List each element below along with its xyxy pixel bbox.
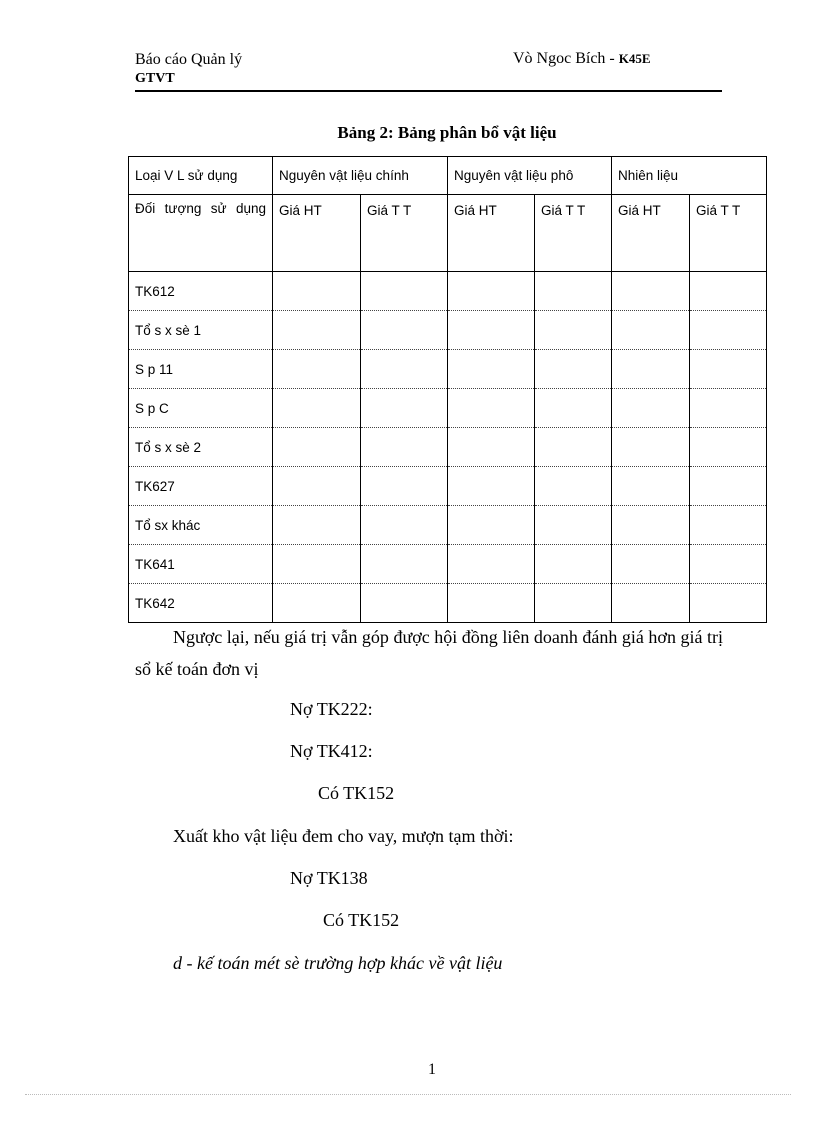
allocation-table (128, 156, 767, 623)
table-cell (535, 428, 612, 467)
row-label: Tổ s x sè 1 (129, 311, 273, 350)
table-cell (448, 311, 535, 350)
subheader-cell: Giá T T (535, 195, 612, 272)
group-header: Nguyên vật liệu phô (448, 157, 612, 195)
subheader-cell: Giá HT (612, 195, 690, 272)
table-cell (448, 389, 535, 428)
table-cell (448, 467, 535, 506)
table-cell (361, 428, 448, 467)
table-cell (448, 272, 535, 311)
corner-header-bottom-text: Đối tượng sử dụng (135, 201, 266, 216)
table-cell (690, 428, 767, 467)
table-cell (273, 584, 361, 623)
table-cell (361, 506, 448, 545)
author-name: Vò Ngoc Bích - (513, 50, 615, 67)
table-cell (273, 506, 361, 545)
subheader-cell: Giá HT (273, 195, 361, 272)
table-subheader-row (129, 195, 767, 272)
table-cell (273, 428, 361, 467)
author-class-code: K45E (618, 51, 651, 66)
table-cell (273, 545, 361, 584)
table-cell (535, 545, 612, 584)
table-cell (690, 272, 767, 311)
table-cell (361, 467, 448, 506)
table-cell (361, 311, 448, 350)
journal-entry-debit: Nợ TK412: (290, 741, 373, 761)
journal-entry-debit: Nợ TK222: (290, 699, 373, 719)
table-cell (690, 311, 767, 350)
table-row (129, 428, 767, 467)
table-row (129, 389, 767, 428)
table-cell (690, 350, 767, 389)
table-cell (273, 311, 361, 350)
table-cell (448, 506, 535, 545)
table-cell (690, 584, 767, 623)
report-title: Báo cáo Quản lý (135, 51, 243, 68)
table-cell (690, 545, 767, 584)
table-title: Bảng 2: Bảng phân bổ vật liệu (337, 123, 557, 142)
table-row (129, 311, 767, 350)
table-row (129, 272, 767, 311)
table-cell (612, 506, 690, 545)
table-cell (612, 467, 690, 506)
row-label: TK627 (129, 467, 273, 506)
table-header-row (129, 157, 767, 195)
table-cell (273, 467, 361, 506)
table-cell (612, 584, 690, 623)
subheader-cell: Giá T T (690, 195, 767, 272)
page-number: 1 (428, 1061, 436, 1078)
table-cell (361, 389, 448, 428)
table-cell (612, 272, 690, 311)
table-cell (535, 467, 612, 506)
paragraph: Ngược lại, nếu giá trị vẫn góp được hội đồng liên doanh đánh giá hơn giá trị sổ kế toán đơn vị (135, 627, 723, 679)
journal-entry-credit: Có TK152 (318, 783, 395, 803)
journal-entry-credit: Có TK152 (323, 910, 400, 930)
table-cell (612, 428, 690, 467)
table-row (129, 350, 767, 389)
header-left (135, 50, 242, 88)
journal-entry-debit: Nợ TK138 (290, 868, 368, 888)
table-cell (361, 584, 448, 623)
table-cell (535, 311, 612, 350)
table-cell (448, 584, 535, 623)
table-cell (273, 272, 361, 311)
subheader-cell: Giá T T (361, 195, 448, 272)
table-cell (448, 428, 535, 467)
table-cell (612, 350, 690, 389)
table-cell (535, 350, 612, 389)
row-label: TK612 (129, 272, 273, 311)
table-cell (273, 389, 361, 428)
table-cell (361, 272, 448, 311)
report-subtitle: GTVT (135, 71, 175, 86)
corner-header-top: Loại V L sử dụng (129, 157, 273, 195)
table-cell (690, 389, 767, 428)
table-cell (448, 545, 535, 584)
table-cell (273, 350, 361, 389)
table-cell (448, 350, 535, 389)
table-row (129, 584, 767, 623)
table-cell (361, 545, 448, 584)
group-header: Nguyên vật liệu chính (273, 157, 448, 195)
group-header: Nhiên liệu (612, 157, 767, 195)
table-cell (612, 311, 690, 350)
footer-divider (25, 1094, 791, 1095)
row-label: S p C (129, 389, 273, 428)
table-cell (690, 467, 767, 506)
row-label: TK641 (129, 545, 273, 584)
table-row (129, 467, 767, 506)
table-cell (612, 545, 690, 584)
table-cell (690, 506, 767, 545)
header-right (513, 50, 651, 68)
table-row (129, 506, 767, 545)
row-label: Tổ sx khác (129, 506, 273, 545)
table-cell (361, 350, 448, 389)
header-divider (135, 90, 722, 92)
table-cell (535, 506, 612, 545)
table-row (129, 545, 767, 584)
row-label: TK642 (129, 584, 273, 623)
table-cell (612, 389, 690, 428)
table-cell (535, 389, 612, 428)
subheader-cell: Giá HT (448, 195, 535, 272)
table-cell (535, 272, 612, 311)
paragraph: Xuất kho vật liệu đem cho vay, mượn tạm thời: (173, 826, 514, 846)
row-label: Tổ s x sè 2 (129, 428, 273, 467)
corner-header-bottom (129, 195, 273, 272)
table-cell (535, 584, 612, 623)
row-label: S p 11 (129, 350, 273, 389)
section-heading: d - kế toán mét sè trường hợp khác về vật liệu (173, 953, 503, 973)
